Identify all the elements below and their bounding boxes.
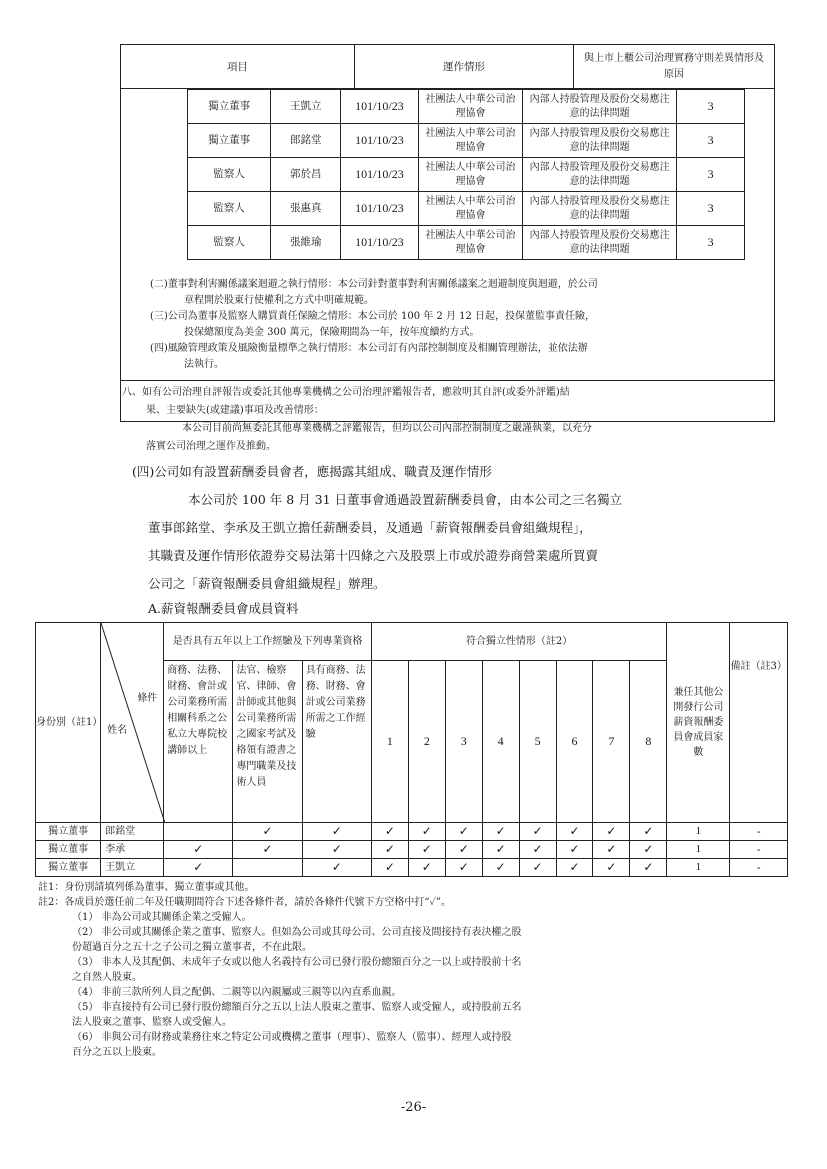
member-name: 郎銘堂 <box>101 823 164 841</box>
independence-col-8: 8 <box>630 661 667 823</box>
member-remark: - <box>730 841 788 859</box>
independence-col-2: 2 <box>408 661 445 823</box>
independence-check: ✓ <box>593 859 630 877</box>
training-date: 101/10/23 <box>341 158 419 192</box>
training-title: 監察人 <box>188 158 271 192</box>
independence-check: ✓ <box>371 859 408 877</box>
independence-col-1: 1 <box>371 661 408 823</box>
experience-check: ✓ <box>233 841 302 859</box>
experience-col-3: 具有商務、法務、財務、會計或公司業務所需之工作經驗 <box>302 661 371 823</box>
independence-check: ✓ <box>519 823 556 841</box>
note-line: (二)董事對利害關係議案迴避之執行情形：本公司針對董事對利害關係議案之迴避制度與迴避，於公司 <box>150 279 598 290</box>
independence-col-3: 3 <box>445 661 482 823</box>
header-identity: 身份別（註1） <box>36 623 101 823</box>
training-date: 101/10/23 <box>341 124 419 158</box>
section8-line: 八、如有公司治理自評報告或委託其他專業機構之公司治理評鑑報告者，應敘明其自評(或委外評鑑)結 <box>122 387 570 398</box>
independence-check: ✓ <box>371 823 408 841</box>
member-name: 王凱立 <box>101 859 164 877</box>
header-condition-name <box>101 623 164 823</box>
header-other-committees: 兼任其他公開發行公司薪資報酬委員會成員家數 <box>667 623 730 823</box>
training-hours: 3 <box>677 158 745 192</box>
body-line: 其職責及運作情形依證券交易法第十四條之六及股票上市或於證券商營業處所買賣 <box>148 548 599 563</box>
header-status: 運作情形 <box>354 45 573 89</box>
experience-check: ✓ <box>302 841 371 859</box>
training-title: 獨立董事 <box>188 90 271 124</box>
training-row <box>188 192 745 226</box>
experience-check: ✓ <box>233 823 302 841</box>
section8-line: 果、主要缺失(或建議)事項及改善情形： <box>146 405 324 416</box>
note-line: 投保總額度為美金 300 萬元，保險期間為一年，按年度續約方式。 <box>184 327 480 338</box>
training-date: 101/10/23 <box>341 192 419 226</box>
independence-check: ✓ <box>556 841 593 859</box>
page-number: -26- <box>400 1100 427 1115</box>
independence-col-4: 4 <box>482 661 519 823</box>
body-line: 公司之「薪資報酬委員會組織規程」辦理。 <box>148 576 386 591</box>
footnote-line: 註2：各成員於選任前二年及任職期間符合下述各條件者，請於各條件代號下方空格中打“✓”。 <box>38 897 452 908</box>
independence-check: ✓ <box>593 823 630 841</box>
experience-col-2: 法官、檢察官、律師、會計師或其他與公司業務所需之國家考試及格領有證書之專門職業及技術人員 <box>233 661 302 823</box>
independence-col-7: 7 <box>593 661 630 823</box>
independence-check: ✓ <box>482 841 519 859</box>
note-line: (三)公司為董事及監察人購買責任保險之情形：本公司於 100 年 2 月 12 日起，投保董監事責任險， <box>150 311 596 322</box>
experience-check <box>233 859 302 877</box>
independence-check: ✓ <box>445 841 482 859</box>
training-date: 101/10/23 <box>341 226 419 260</box>
header-difference: 與上市上櫃公司治理實務守則差異情形及原因 <box>574 45 775 89</box>
experience-check: ✓ <box>302 823 371 841</box>
independence-check: ✓ <box>445 823 482 841</box>
independence-check: ✓ <box>408 841 445 859</box>
independence-check: ✓ <box>556 859 593 877</box>
independence-check: ✓ <box>445 859 482 877</box>
header-independence: 符合獨立性情形（註2） <box>371 623 666 661</box>
training-name: 郭於昌 <box>271 158 341 192</box>
experience-check: ✓ <box>164 859 233 877</box>
independence-check: ✓ <box>593 841 630 859</box>
training-course: 內部人持股管理及股份交易應注意的法律問題 <box>523 90 677 124</box>
independence-check: ✓ <box>408 859 445 877</box>
header-remark: 備註（註3） <box>730 623 788 823</box>
independence-check: ✓ <box>519 841 556 859</box>
member-other-count: 1 <box>667 841 730 859</box>
footnote-line: 之自然人股東。 <box>72 972 142 983</box>
label-name: 姓名 <box>107 725 128 736</box>
training-org: 社團法人中華公司治理協會 <box>418 226 523 260</box>
member-remark: - <box>730 823 788 841</box>
training-title: 監察人 <box>188 226 271 260</box>
training-row <box>188 226 745 260</box>
training-row <box>188 124 745 158</box>
footnote-line: （3） 非本人及其配偶、未成年子女或以他人名義持有公司已發行股份總額百分之一以上或持股前十名 <box>72 957 522 968</box>
note-line: 法執行。 <box>184 359 224 370</box>
footnote-line: 註1：身份別請填列係為董事、獨立董事或其他。 <box>38 882 255 893</box>
subsection-a-title: A.薪資報酬委員會成員資料 <box>148 601 299 616</box>
footnote-line: （5） 非直接持有公司已發行股份總額百分之五以上法人股東之董事、監察人或受僱人，或持股前五名 <box>72 1002 522 1013</box>
section8-line: 落實公司治理之運作及推動。 <box>146 441 276 452</box>
remuneration-committee-table <box>35 622 788 877</box>
governance-notes <box>150 277 770 373</box>
training-name: 王凱立 <box>271 90 341 124</box>
independence-check: ✓ <box>371 841 408 859</box>
independence-check: ✓ <box>630 823 667 841</box>
member-other-count: 1 <box>667 859 730 877</box>
member-identity: 獨立董事 <box>36 841 101 859</box>
training-course: 內部人持股管理及股份交易應注意的法律問題 <box>523 158 677 192</box>
experience-check: ✓ <box>302 859 371 877</box>
training-course: 內部人持股管理及股份交易應注意的法律問題 <box>523 226 677 260</box>
training-name: 張惠真 <box>271 192 341 226</box>
independence-check: ✓ <box>519 859 556 877</box>
experience-check <box>164 823 233 841</box>
body-line: 本公司於 100 年 8 月 31 日董事會通過設置薪酬委員會，由本公司之三名獨立 <box>188 492 623 507</box>
header-experience: 是否具有五年以上工作經驗及下列專業資格 <box>164 623 372 661</box>
independence-check: ✓ <box>408 823 445 841</box>
footnotes <box>38 880 522 1060</box>
member-name: 李承 <box>101 841 164 859</box>
training-name: 張維瑜 <box>271 226 341 260</box>
experience-check: ✓ <box>164 841 233 859</box>
training-title: 監察人 <box>188 192 271 226</box>
training-date: 101/10/23 <box>341 90 419 124</box>
independence-col-5: 5 <box>519 661 556 823</box>
training-course: 內部人持股管理及股份交易應注意的法律問題 <box>523 124 677 158</box>
footnote-line: 百分之五以上股東。 <box>72 1047 162 1058</box>
member-identity: 獨立董事 <box>36 859 101 877</box>
note-line: (四)風險管理政策及風險衡量標準之執行情形：本公司訂有內部控制制度及相關管理辦法，並依法辦 <box>150 343 588 354</box>
footnote-line: （6） 非與公司有財務或業務往來之特定公司或機構之董事（理事）、監察人（監事）、經理人或持股 <box>72 1032 512 1043</box>
training-hours: 3 <box>677 226 745 260</box>
body-line: 董事郎銘堂、李承及王凱立擔任薪酬委員，及通過「薪資報酬委員會組織規程」， <box>148 520 592 535</box>
independence-check: ✓ <box>556 823 593 841</box>
training-org: 社團法人中華公司治理協會 <box>418 124 523 158</box>
independence-check: ✓ <box>630 841 667 859</box>
training-org: 社團法人中華公司治理協會 <box>418 192 523 226</box>
footnote-line: （2） 非公司或其關係企業之董事、監察人。但如為公司或其母公司、公司直接及間接持有表決權之股 <box>72 927 522 938</box>
footnote-line: （1） 非為公司或其關係企業之受僱人。 <box>72 912 252 923</box>
training-course: 內部人持股管理及股份交易應注意的法律問題 <box>523 192 677 226</box>
member-row <box>36 823 788 841</box>
section-8-text <box>122 384 772 456</box>
training-hours: 3 <box>677 90 745 124</box>
member-remark: - <box>730 859 788 877</box>
member-row <box>36 859 788 877</box>
independence-check: ✓ <box>482 823 519 841</box>
footnote-line: （4） 非前三款所列人員之配偶、二親等以內親屬或三親等以內直系血親。 <box>72 987 402 998</box>
independence-check: ✓ <box>630 859 667 877</box>
header-item: 項目 <box>121 45 355 89</box>
governance-table-header <box>120 44 775 89</box>
experience-col-1: 商務、法務、財務、會計或公司業務所需相關科系之公私立大專院校講師以上 <box>164 661 233 823</box>
training-row <box>188 158 745 192</box>
independence-check: ✓ <box>482 859 519 877</box>
training-title: 獨立董事 <box>188 124 271 158</box>
member-row <box>36 841 788 859</box>
member-identity: 獨立董事 <box>36 823 101 841</box>
independence-col-6: 6 <box>556 661 593 823</box>
section-4-heading: (四)公司如有設置薪酬委員會者，應揭露其組成、職責及運作情形 <box>132 464 492 479</box>
section-4-body <box>148 486 788 598</box>
training-table <box>187 89 745 260</box>
training-org: 社團法人中華公司治理協會 <box>418 158 523 192</box>
training-org: 社團法人中華公司治理協會 <box>418 90 523 124</box>
training-name: 郎銘堂 <box>271 124 341 158</box>
note-line: 章程開於股東行使權利之方式中明確規範。 <box>184 295 374 306</box>
training-hours: 3 <box>677 124 745 158</box>
footnote-line: 份超過百分之五十之子公司之獨立董事者，不在此限。 <box>72 942 312 953</box>
footnote-line: 法人股東之董事、監察人或受僱人。 <box>72 1017 232 1028</box>
training-hours: 3 <box>677 192 745 226</box>
member-other-count: 1 <box>667 823 730 841</box>
training-row <box>188 90 745 124</box>
label-condition: 條件 <box>137 693 158 704</box>
section8-line: 本公司目前尚無委託其他專業機構之評鑑報告，但均以公司內部控制制度之嚴謹執業，以充分 <box>182 423 592 434</box>
